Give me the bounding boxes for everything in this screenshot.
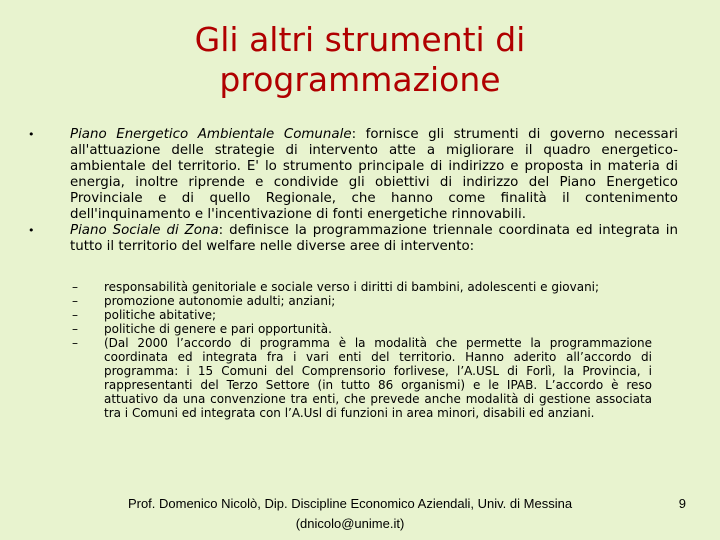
sub-item-text: promozione autonomie adulti; anziani; xyxy=(104,294,336,308)
bullet-text: : fornisce gli strumenti di governo necessari all'attuazione delle strategie di intervento atte a migliorare il quadro energetico-ambientale del territorio. E' lo strumento principale di indirizzo e proposta in materia di energia, inoltre riprende e condivide gli obiettivi di indirizzo del Piano Energetico Provinciale e di quello Regionale, che hanno come finalità il contenimento dell'inquinamento e l'incentivazione di fonti energetiche rinnovabili. xyxy=(70,127,678,222)
sub-bullet-list xyxy=(72,280,652,420)
page-number: 9 xyxy=(678,496,686,511)
footer-email: (dnicolo@unime.it) xyxy=(295,516,405,531)
sub-item-text: politiche di genere e pari opportunità. xyxy=(104,322,332,336)
slide-footer xyxy=(90,494,610,534)
footer-author: Prof. Domenico Nicolò, Dip. Discipline Economico Aziendali, Univ. di Messina xyxy=(127,496,573,511)
sub-item-text: (Dal 2000 l’accordo di programma è la modalità che permette la programmazione coordinata ed integrata fra i vari enti del territorio. Hanno aderito all’accordo di programma: i 15 Comuni del Comprensorio forlivese, l’A.USL di Forlì, la Provincia, i rappresentanti del Terzo Settore (in tutto 86 organismi) e le IPAB. L’accordo è reso attuativo da una convenzione tra enti, che prevede anche modalità di gestione associata tra i Comuni ed integrata con l’A.Usl di funzioni in area minori, disabili ed anziani. xyxy=(104,336,652,420)
bullet-marker: • xyxy=(28,128,35,141)
bullet-piano-energetico xyxy=(28,127,678,223)
bullet-text: : definisce la programmazione triennale coordinata ed integrata in tutto il territorio del welfare nelle diverse aree di intervento: xyxy=(70,223,678,254)
sub-item xyxy=(72,280,652,294)
sub-marker: – xyxy=(72,336,78,350)
sub-item xyxy=(72,308,652,322)
sub-marker: – xyxy=(72,322,78,336)
sub-item xyxy=(72,322,652,336)
bullet-list xyxy=(28,127,678,255)
sub-marker: – xyxy=(72,280,78,294)
title-line-2: programmazione xyxy=(219,60,501,99)
slide-title xyxy=(100,20,620,100)
bullet-label: Piano Sociale di Zona xyxy=(70,223,219,238)
title-line-1: Gli altri strumenti di xyxy=(194,20,526,59)
bullet-marker: • xyxy=(28,224,35,237)
bullet-piano-sociale xyxy=(28,223,678,255)
sub-marker: – xyxy=(72,308,78,322)
sub-marker: – xyxy=(72,294,78,308)
sub-item-text: responsabilità genitoriale e sociale verso i diritti di bambini, adolescenti e giovani; xyxy=(104,280,600,294)
sub-item xyxy=(72,294,652,308)
sub-item xyxy=(72,336,652,420)
sub-item-text: politiche abitative; xyxy=(104,308,216,322)
bullet-label: Piano Energetico Ambientale Comunale xyxy=(70,127,352,142)
